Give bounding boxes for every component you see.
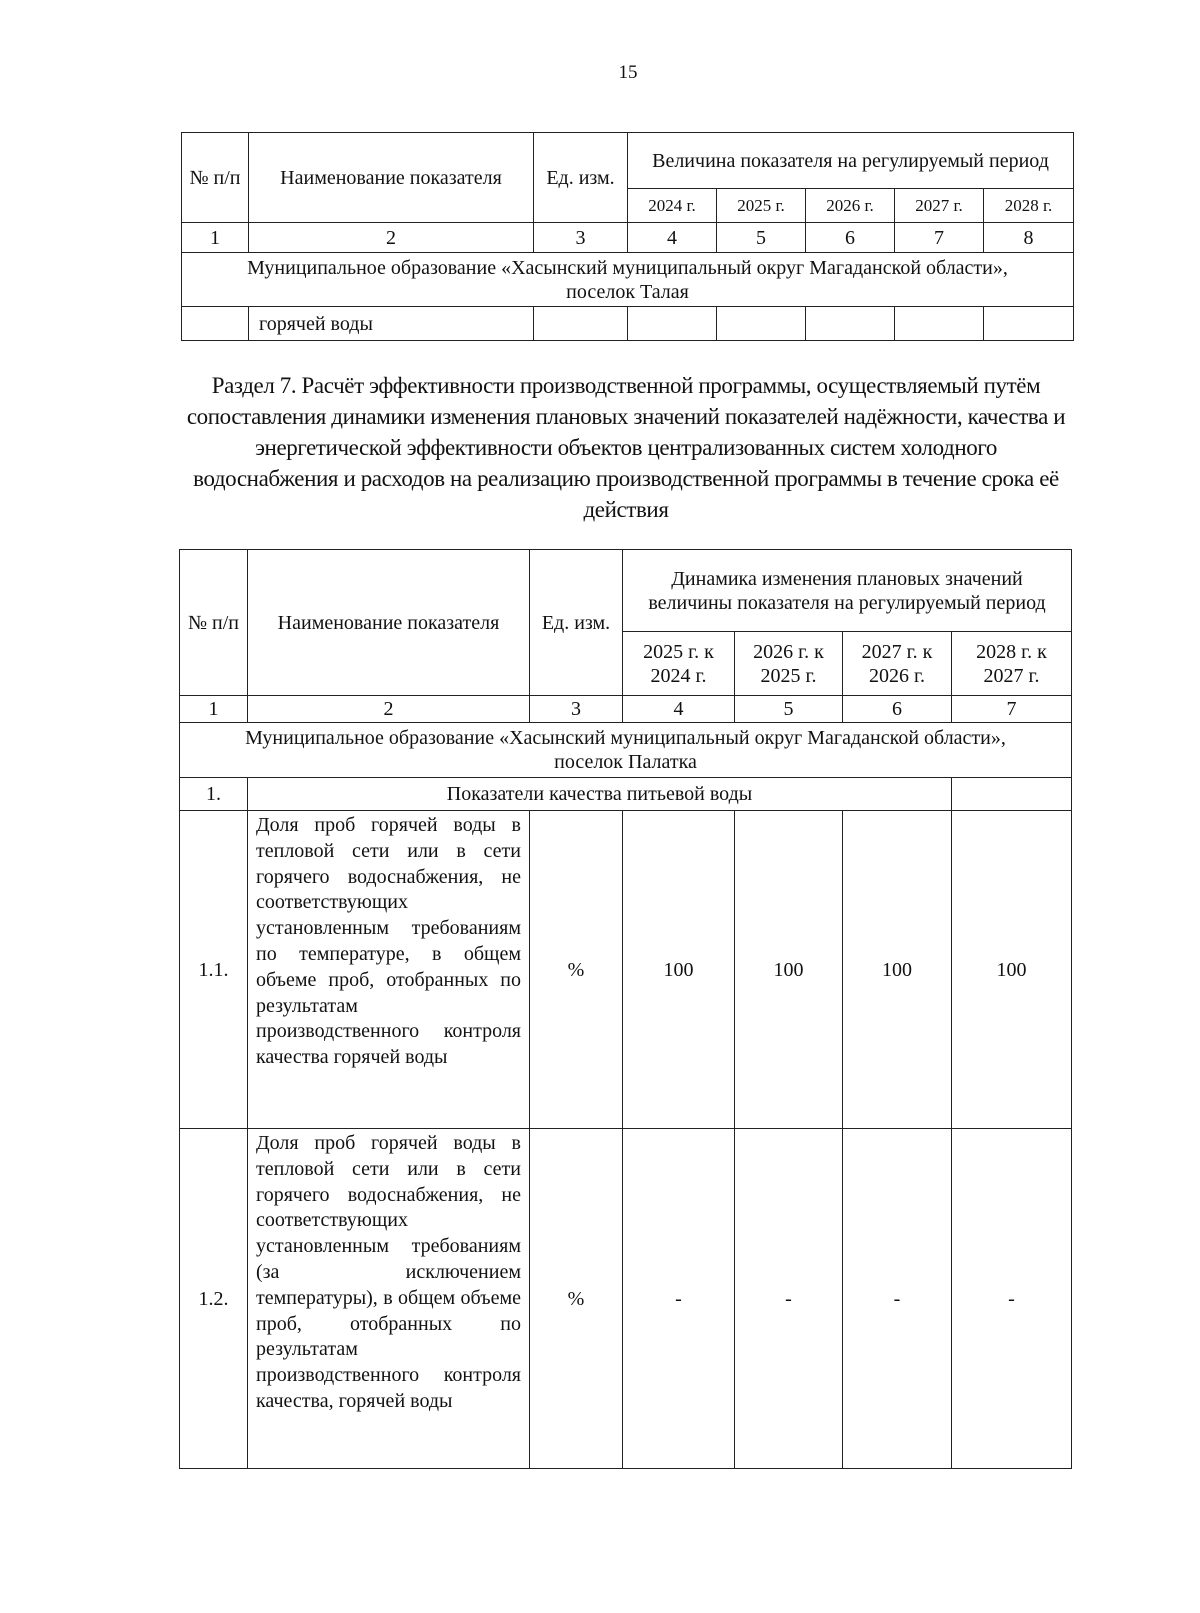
cell: [534, 307, 628, 341]
header-group: Величина показателя на регулируемый период: [628, 133, 1074, 189]
municipality-row: Муниципальное образование «Хасынский муниципальный округ Магаданской области», поселок Талая: [182, 253, 1074, 307]
column-number: 5: [717, 223, 806, 253]
header-name: Наименование показателя: [249, 133, 534, 223]
column-number: 2: [249, 223, 534, 253]
municipality-row: Муниципальное образование «Хасынский муниципальный округ Магаданской области», поселок Палатка: [180, 723, 1072, 778]
column-number: 1: [182, 223, 249, 253]
header-unit: Ед. изм.: [534, 133, 628, 223]
row-value: 100: [952, 811, 1072, 1129]
cell: [952, 778, 1072, 811]
row-value: -: [843, 1129, 952, 1469]
row-value: -: [735, 1129, 843, 1469]
row-name: Доля проб горячей воды в тепловой сети или в сети горячего водоснабжения, не соответствующих установленным требованиям (за исключением температуры), в общем объеме проб, отобранных по результатам производственного контроля качества, горячей воды: [248, 1129, 530, 1469]
continued-row-name: горячей воды: [249, 307, 534, 341]
indicators-table-continued: [181, 132, 1074, 341]
header-unit: Ед. изм.: [530, 550, 623, 696]
row-value: 100: [623, 811, 735, 1129]
year-header: 2028 г.: [984, 189, 1074, 223]
column-number: 6: [843, 696, 952, 723]
year-header: 2027 г.: [895, 189, 984, 223]
year-header: 2024 г.: [628, 189, 717, 223]
column-number: 2: [248, 696, 530, 723]
column-number: 7: [895, 223, 984, 253]
header-name: Наименование показателя: [248, 550, 530, 696]
row-num: 1.2.: [180, 1129, 248, 1469]
cell: [628, 307, 717, 341]
period-header: 2028 г. к 2027 г.: [952, 632, 1072, 696]
section-title: Показатели качества питьевой воды: [248, 778, 952, 811]
row-num: 1.1.: [180, 811, 248, 1129]
year-header: 2025 г.: [717, 189, 806, 223]
row-value: 100: [843, 811, 952, 1129]
row-unit: %: [530, 1129, 623, 1469]
section-heading: Раздел 7. Расчёт эффективности производственной программы, осуществляемый путём сопоставления динамики изменения плановых значений показателей надёжности, качества и энергетической эффективности объектов централизованных систем холодного водоснабжения и расходов на реализацию производственной программы в течение срока её действия: [186, 373, 1066, 522]
cell: [182, 307, 249, 341]
cell: [806, 307, 895, 341]
column-number: 3: [534, 223, 628, 253]
cell: [895, 307, 984, 341]
column-number: 8: [984, 223, 1074, 253]
row-value: -: [623, 1129, 735, 1469]
header-group: Динамика изменения плановых значений величины показателя на регулируемый период: [623, 550, 1072, 632]
column-number: 4: [623, 696, 735, 723]
period-header: 2025 г. к 2024 г.: [623, 632, 735, 696]
header-num: № п/п: [180, 550, 248, 696]
section-num: 1.: [180, 778, 248, 811]
year-header: 2026 г.: [806, 189, 895, 223]
row-unit: %: [530, 811, 623, 1129]
header-num: № п/п: [182, 133, 249, 223]
row-value: 100: [735, 811, 843, 1129]
row-name: Доля проб горячей воды в тепловой сети или в сети горячего водоснабжения, не соответствующих установленным требованиям по температуре, в общем объеме проб, отобранных по результатам производственного контроля качества горячей воды: [248, 811, 530, 1129]
cell: [984, 307, 1074, 341]
column-number: 3: [530, 696, 623, 723]
column-number: 5: [735, 696, 843, 723]
column-number: 4: [628, 223, 717, 253]
cell: [717, 307, 806, 341]
efficiency-table: [179, 549, 1072, 1469]
column-number: 6: [806, 223, 895, 253]
page-number: 15: [618, 62, 638, 83]
row-value: -: [952, 1129, 1072, 1469]
period-header: 2026 г. к 2025 г.: [735, 632, 843, 696]
period-header: 2027 г. к 2026 г.: [843, 632, 952, 696]
column-number: 7: [952, 696, 1072, 723]
column-number: 1: [180, 696, 248, 723]
